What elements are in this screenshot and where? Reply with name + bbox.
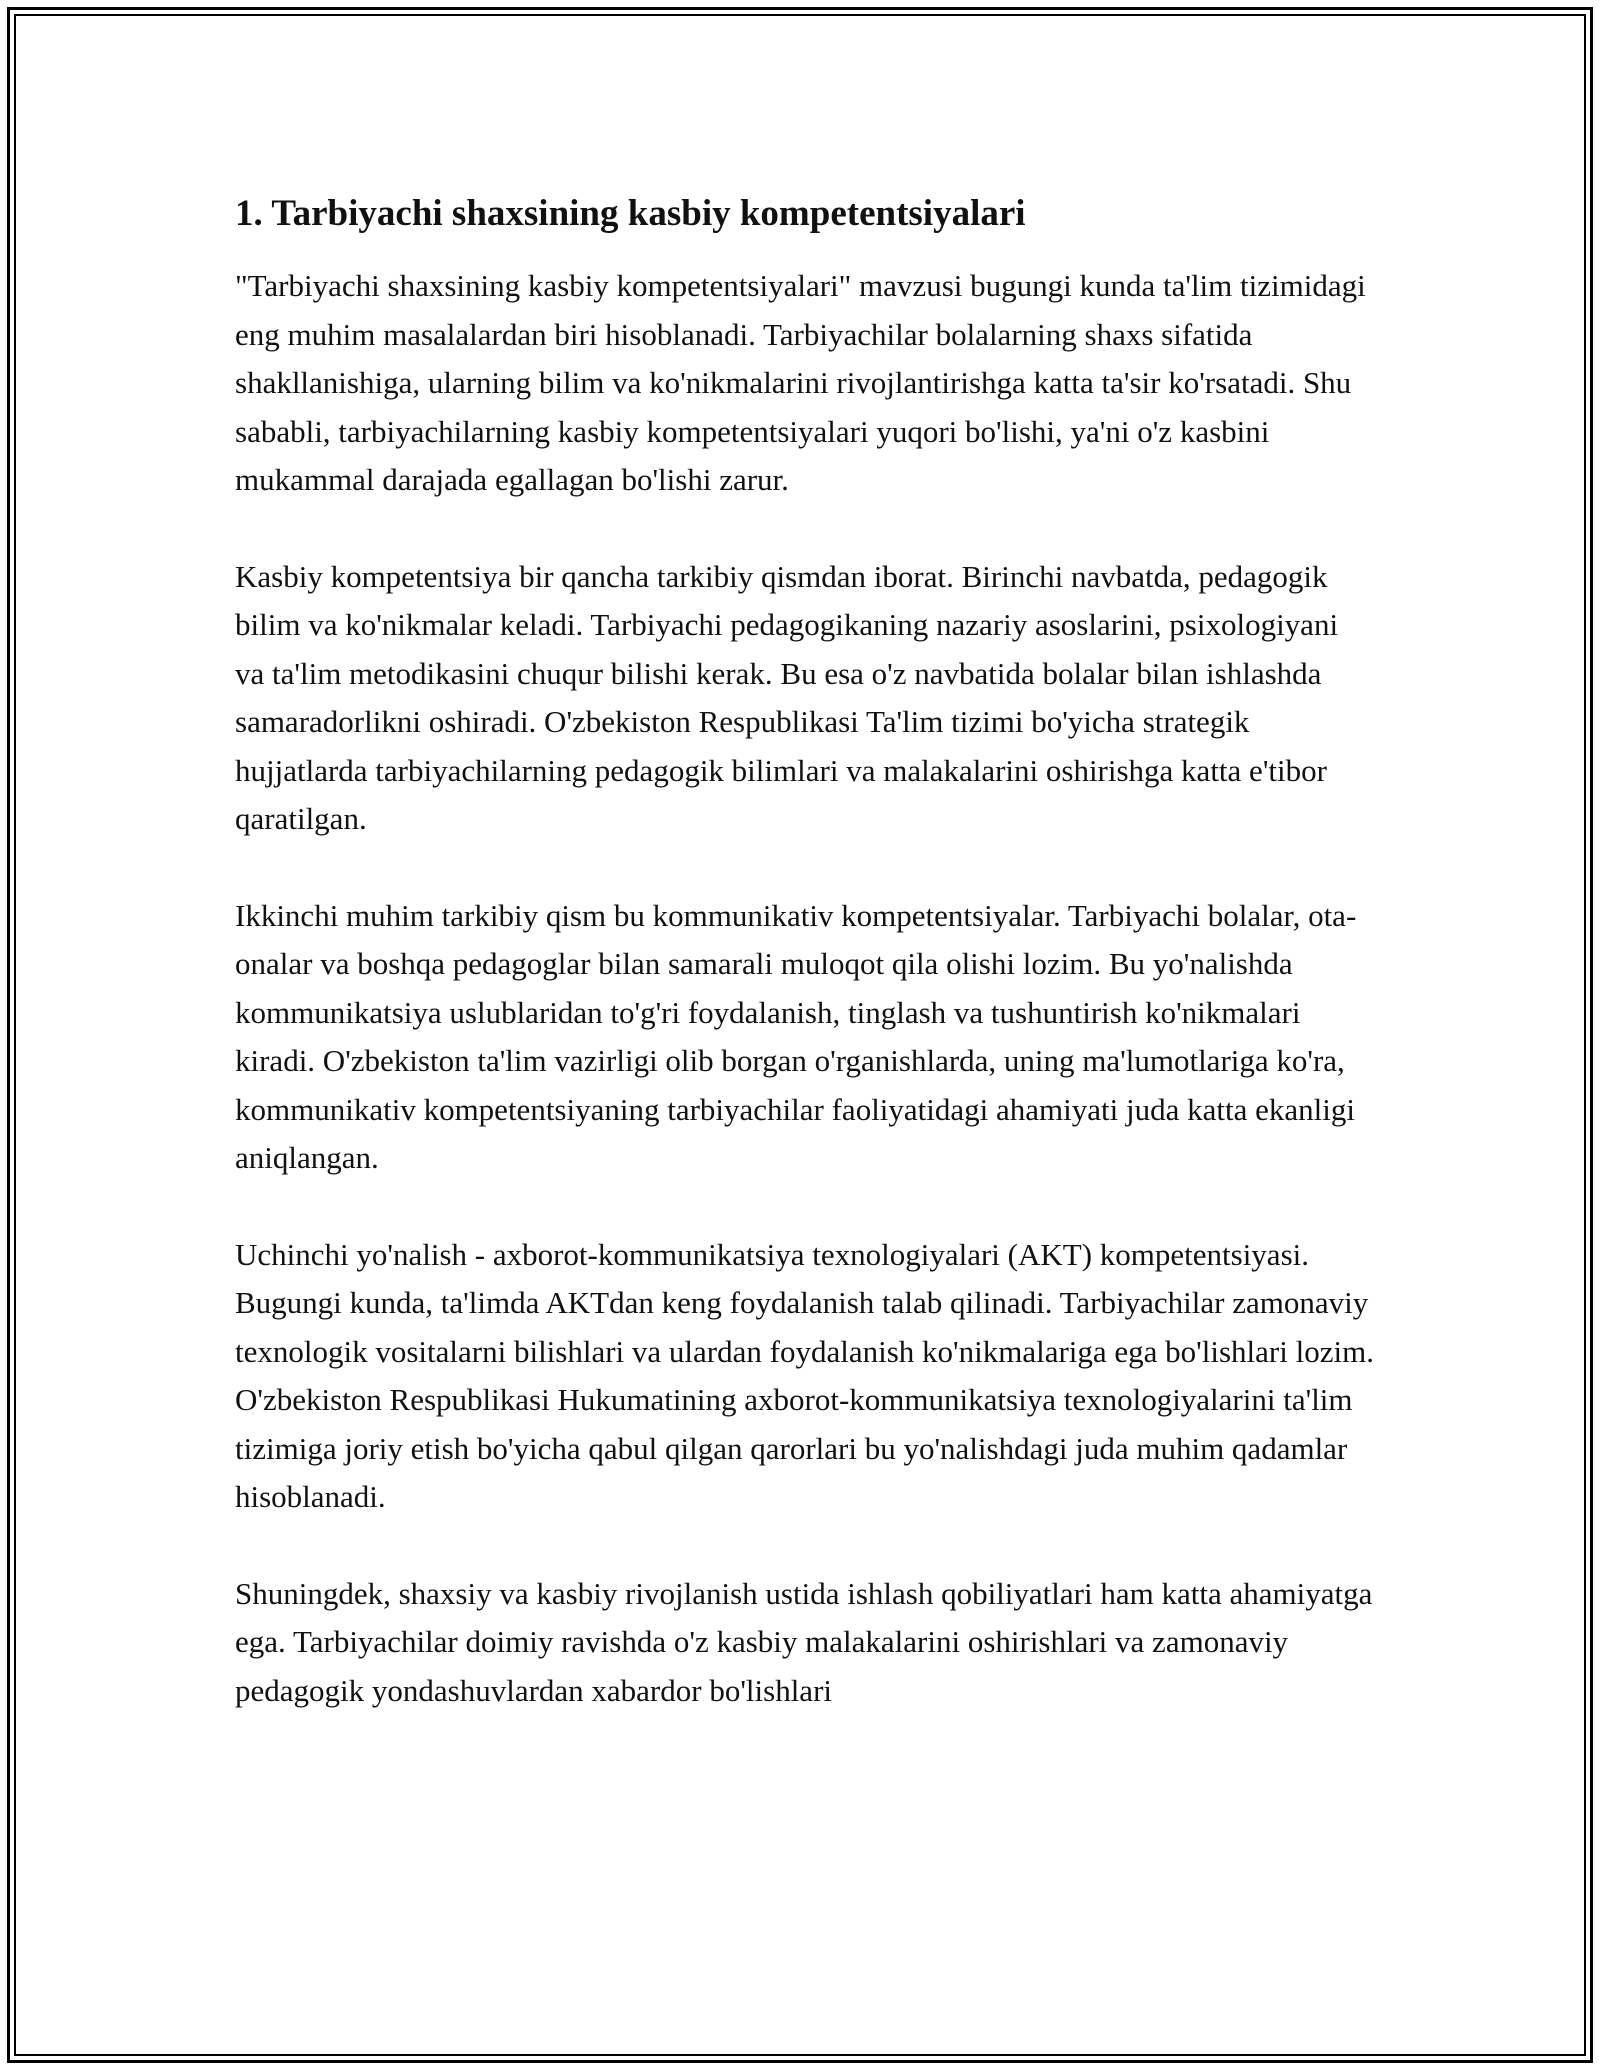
paragraph-communicative-competence: Ikkinchi muhim tarkibiy qism bu kommunikativ kompetentsiyalar. Tarbiyachi bolalar, ota-onalar va boshqa pedagoglar bilan samarali muloqot qila olishi lozim. Bu yo'nalishda kommunikatsiya uslublaridan to'g'ri foydalanish, tinglash va tushuntirish ko'nikmalari kiradi. O'zbekiston ta'lim vazirligi olib borgan o'rganishlarda, uning ma'lumotlariga ko'ra, kommunikativ kompetentsiyaning tarbiyachilar faoliyatidagi ahamiyati juda katta ekanligi aniqlangan. bbox=[235, 897, 1357, 1175]
page-title: 1. Tarbiyachi shaxsining kasbiy kompetentsiyalari bbox=[235, 193, 1026, 234]
document-body bbox=[235, 186, 1375, 1763]
paragraph-ict-competence: Uchinchi yo'nalish - axborot-kommunikatsiya texnologiyalari (AKT) kompetentsiyasi. Bugungi kunda, ta'limda AKTdan keng foydalanish talab qilinadi. Tarbiyachilar zamonaviy texnologik vositalarni bilishlari va ulardan foydalanish ko'nikmalariga ega bo'lishlari lozim. O'zbekiston Respublikasi Hukumatining axborot-kommunikatsiya texnologiyalarini ta'lim tizimiga joriy etish bo'yicha qabul qilgan qarorlari bu yo'nalishdagi juda muhim qadamlar hisoblanadi. bbox=[235, 1236, 1374, 1514]
paragraph-professional-development: Shuningdek, shaxsiy va kasbiy rivojlanish ustida ishlash qobiliyatlari ham katta ahamiyatga ega. Tarbiyachilar doimiy ravishda o'z kasbiy malakalarini oshirishlari va zamonaviy pedagogik yondashuvlardan xabardor bo'lishlari bbox=[235, 1575, 1373, 1708]
paragraph-intro: "Tarbiyachi shaxsining kasbiy kompetentsiyalari" mavzusi bugungi kunda ta'lim tizimidagi eng muhim masalalardan biri hisoblanadi. Tarbiyachilar bolalarning shaxs sifatida shakllanishiga, ularning bilim va ko'nikmalarini rivojlantirishga katta ta'sir ko'rsatadi. Shu sababli, tarbiyachilarning kasbiy kompetentsiyalari yuqori bo'lishi, ya'ni o'z kasbini mukammal darajada egallagan bo'lishi zarur. bbox=[235, 268, 1366, 497]
paragraph-pedagogical-knowledge: Kasbiy kompetentsiya bir qancha tarkibiy qismdan iborat. Birinchi navbatda, pedagogik bilim va ko'nikmalar keladi. Tarbiyachi pedagogikaning nazariy asoslarini, psixologiyani va ta'lim metodikasini chuqur bilishi kerak. Bu esa o'z navbatida bolalar bilan ishlashda samaradorlikni oshiradi. O'zbekiston Respublikasi Ta'lim tizimi bo'yicha strategik hujjatlarda tarbiyachilarning pedagogik bilimlari va malakalarini oshirishga katta e'tibor qaratilgan. bbox=[235, 558, 1339, 836]
